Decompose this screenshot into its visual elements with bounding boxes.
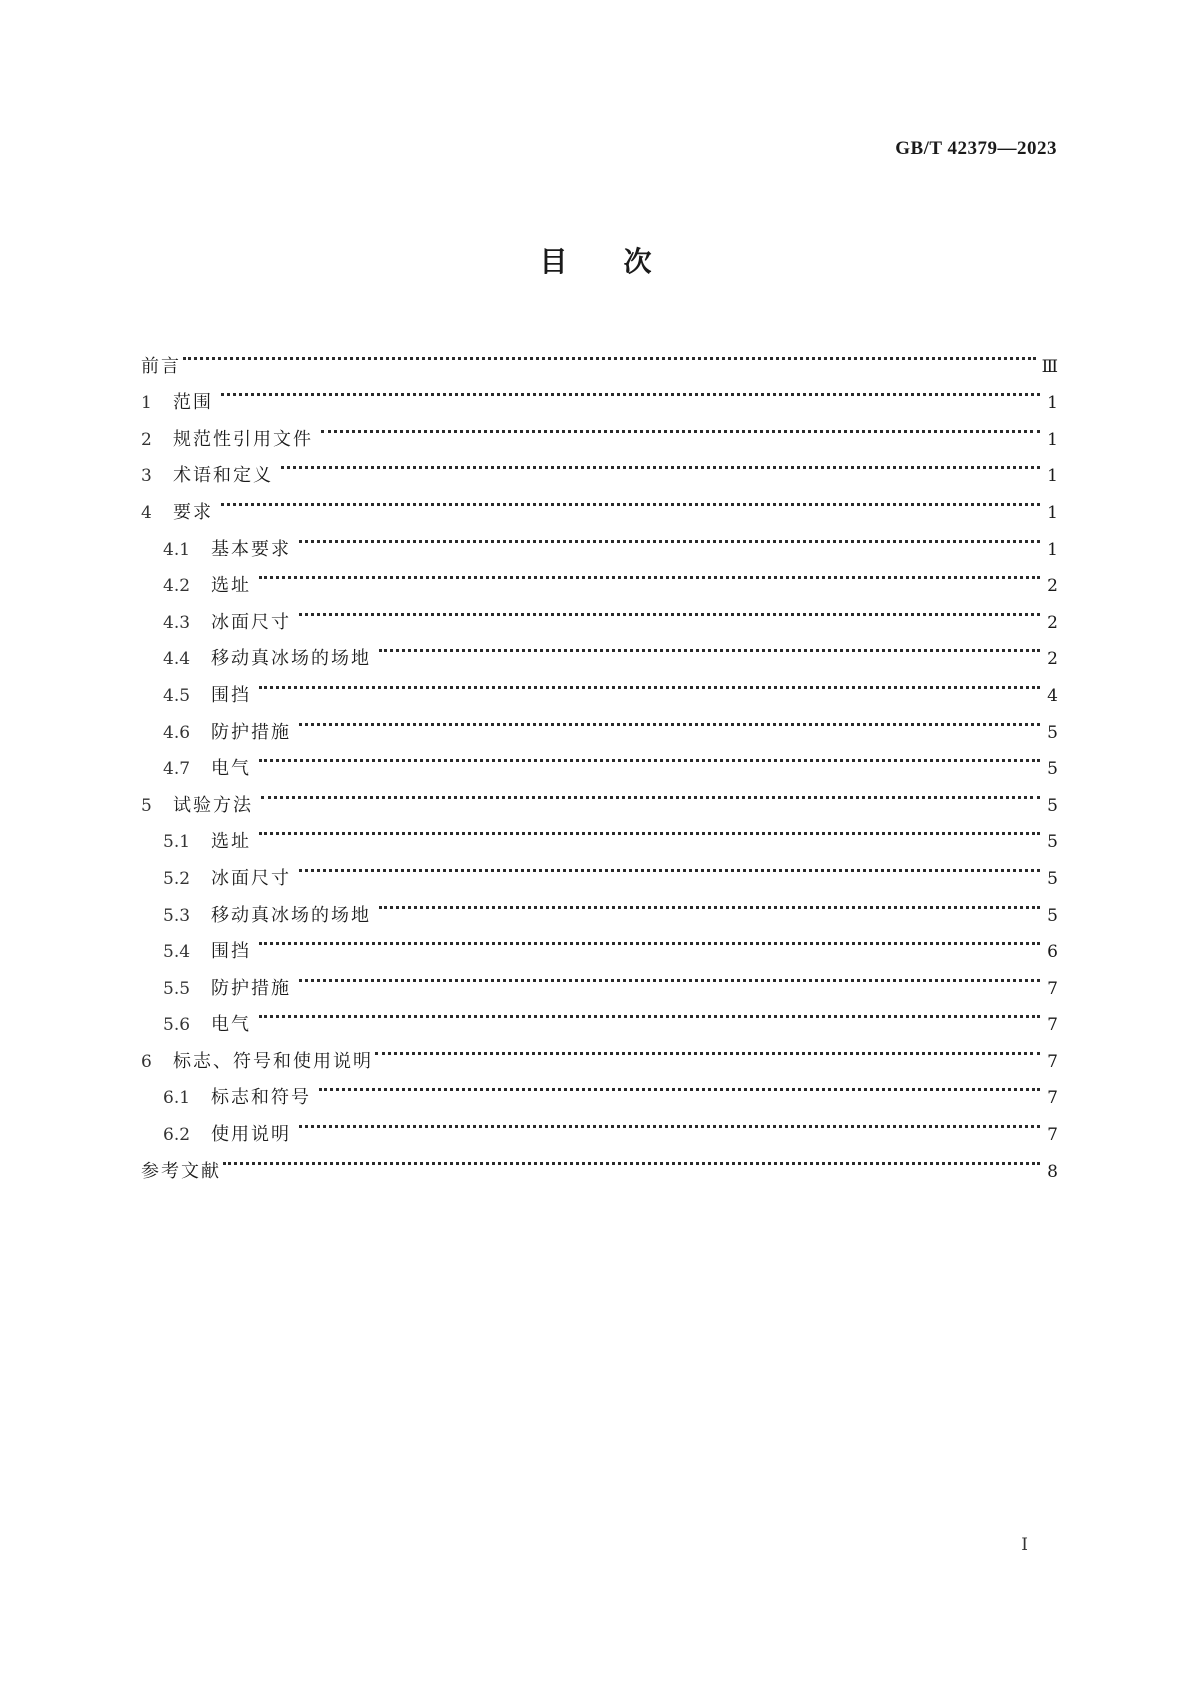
toc-page-number: 6 <box>1047 942 1058 963</box>
toc-entry-4-5[interactable] <box>141 664 1058 706</box>
toc-section-number: 5.5 <box>163 978 191 999</box>
toc-leader-dots <box>321 408 1040 445</box>
toc-page-number: 5 <box>1047 759 1058 780</box>
toc-entry-text: 电气 <box>211 758 251 780</box>
table-of-contents <box>141 335 1058 1182</box>
toc-leader-dots <box>259 664 1040 701</box>
toc-entry-references[interactable] <box>141 1140 1058 1182</box>
toc-leader-dots <box>261 774 1040 811</box>
toc-section-number: 5.6 <box>163 1015 191 1036</box>
toc-page-number: 5 <box>1047 795 1058 816</box>
toc-section-number: 1 <box>141 393 152 414</box>
toc-entry-text: 试验方法 <box>173 794 253 816</box>
toc-leader-dots <box>221 372 1040 409</box>
toc-leader-dots <box>299 847 1040 884</box>
toc-leader-dots <box>375 1030 1040 1067</box>
toc-entry-text: 冰面尺寸 <box>211 611 291 633</box>
toc-leader-dots <box>299 1103 1040 1140</box>
toc-page-number: Ⅲ <box>1041 356 1058 377</box>
toc-page-number: 7 <box>1047 1125 1058 1146</box>
page-number: Ⅰ <box>1021 1535 1028 1554</box>
toc-entry-5-5[interactable] <box>141 957 1058 999</box>
toc-entry-text: 围挡 <box>211 941 251 963</box>
toc-entry-text: 规范性引用文件 <box>173 428 313 450</box>
toc-entry-text: 标志和符号 <box>211 1087 311 1109</box>
toc-page-number: 4 <box>1047 685 1058 706</box>
toc-page-number: 5 <box>1047 868 1058 889</box>
toc-leader-dots <box>299 701 1040 738</box>
toc-leader-dots <box>221 481 1040 518</box>
toc-entry-text: 选址 <box>211 575 251 597</box>
toc-section-number: 4.6 <box>163 722 191 743</box>
toc-page-number: 5 <box>1047 905 1058 926</box>
toc-entry-4-3[interactable] <box>141 591 1058 633</box>
toc-entry-4-6[interactable] <box>141 701 1058 743</box>
toc-entry-4-2[interactable] <box>141 555 1058 597</box>
toc-section-number: 6.2 <box>163 1125 191 1146</box>
page-title: 目次 <box>539 245 708 278</box>
toc-entry-text: 标志、符号和使用说明 <box>173 1050 373 1072</box>
toc-entry-5-2[interactable] <box>141 847 1058 889</box>
toc-section-number: 5.3 <box>163 905 191 926</box>
toc-entry-text: 防护措施 <box>211 721 291 743</box>
toc-entry-6[interactable] <box>141 1030 1058 1072</box>
toc-entry-5-4[interactable] <box>141 921 1058 963</box>
toc-section-number: 5.1 <box>163 832 191 853</box>
toc-page-number: 7 <box>1047 1015 1058 1036</box>
toc-entry-text: 冰面尺寸 <box>211 867 291 889</box>
toc-entry-text: 使用说明 <box>211 1124 291 1146</box>
toc-entry-text: 要求 <box>173 501 213 523</box>
toc-leader-dots <box>379 884 1040 921</box>
toc-page-number: 8 <box>1047 1161 1058 1182</box>
toc-section-number: 6 <box>141 1051 152 1072</box>
toc-page-number: 2 <box>1047 649 1058 670</box>
toc-section-number: 4 <box>141 502 152 523</box>
toc-entry-text: 范围 <box>173 392 213 414</box>
toc-page-number: 1 <box>1047 429 1058 450</box>
toc-page-number: 2 <box>1047 576 1058 597</box>
toc-section-number: 5 <box>141 795 152 816</box>
toc-section-number: 4.5 <box>163 685 191 706</box>
toc-section-number: 4.4 <box>163 649 191 670</box>
toc-page-number: 5 <box>1047 722 1058 743</box>
toc-entry-text: 围挡 <box>211 684 251 706</box>
toc-leader-dots <box>259 921 1040 958</box>
toc-entry-text: 参考文献 <box>141 1160 221 1182</box>
toc-leader-dots <box>223 1140 1040 1177</box>
toc-entry-foreword[interactable] <box>141 335 1058 377</box>
toc-entry-text: 选址 <box>211 831 251 853</box>
toc-leader-dots <box>299 518 1040 555</box>
toc-section-number: 3 <box>141 466 152 487</box>
toc-entry-text: 移动真冰场的场地 <box>211 648 371 670</box>
toc-leader-dots <box>183 335 1036 372</box>
toc-leader-dots <box>259 994 1040 1031</box>
toc-section-number: 4.7 <box>163 759 191 780</box>
toc-page-number: 1 <box>1047 502 1058 523</box>
toc-leader-dots <box>281 445 1040 482</box>
toc-entry-text: 移动真冰场的场地 <box>211 904 371 926</box>
toc-entry-5[interactable] <box>141 774 1058 816</box>
toc-entry-4[interactable] <box>141 481 1058 523</box>
toc-section-number: 2 <box>141 429 152 450</box>
toc-leader-dots <box>299 591 1040 628</box>
toc-section-number: 4.2 <box>163 576 191 597</box>
toc-entry-5-1[interactable] <box>141 811 1058 853</box>
toc-page-number: 2 <box>1047 612 1058 633</box>
toc-section-number: 4.1 <box>163 539 191 560</box>
toc-entry-4-1[interactable] <box>141 518 1058 560</box>
toc-page-number: 7 <box>1047 1088 1058 1109</box>
toc-leader-dots <box>299 957 1040 994</box>
toc-leader-dots <box>319 1067 1040 1104</box>
toc-section-number: 4.3 <box>163 612 191 633</box>
toc-leader-dots <box>259 811 1040 848</box>
toc-section-number: 5.4 <box>163 942 191 963</box>
toc-entry-5-6[interactable] <box>141 994 1058 1036</box>
toc-leader-dots <box>259 738 1040 775</box>
toc-entry-1[interactable] <box>141 372 1058 414</box>
toc-page-number: 1 <box>1047 539 1058 560</box>
toc-leader-dots <box>259 555 1040 592</box>
toc-entry-4-7[interactable] <box>141 738 1058 780</box>
toc-page-number: 5 <box>1047 832 1058 853</box>
toc-entry-2[interactable] <box>141 408 1058 450</box>
toc-entry-text: 基本要求 <box>211 538 291 560</box>
toc-leader-dots <box>379 628 1040 665</box>
toc-entry-text: 术语和定义 <box>173 465 273 487</box>
toc-entry-text: 前言 <box>141 355 181 377</box>
toc-page-number: 7 <box>1047 1051 1058 1072</box>
toc-section-number: 5.2 <box>163 868 191 889</box>
toc-entry-text: 防护措施 <box>211 977 291 999</box>
toc-page-number: 1 <box>1047 466 1058 487</box>
standard-number: GB/T 42379—2023 <box>895 138 1057 159</box>
toc-entry-text: 电气 <box>211 1014 251 1036</box>
toc-section-number: 6.1 <box>163 1088 191 1109</box>
toc-page-number: 7 <box>1047 978 1058 999</box>
toc-page-number: 1 <box>1047 393 1058 414</box>
